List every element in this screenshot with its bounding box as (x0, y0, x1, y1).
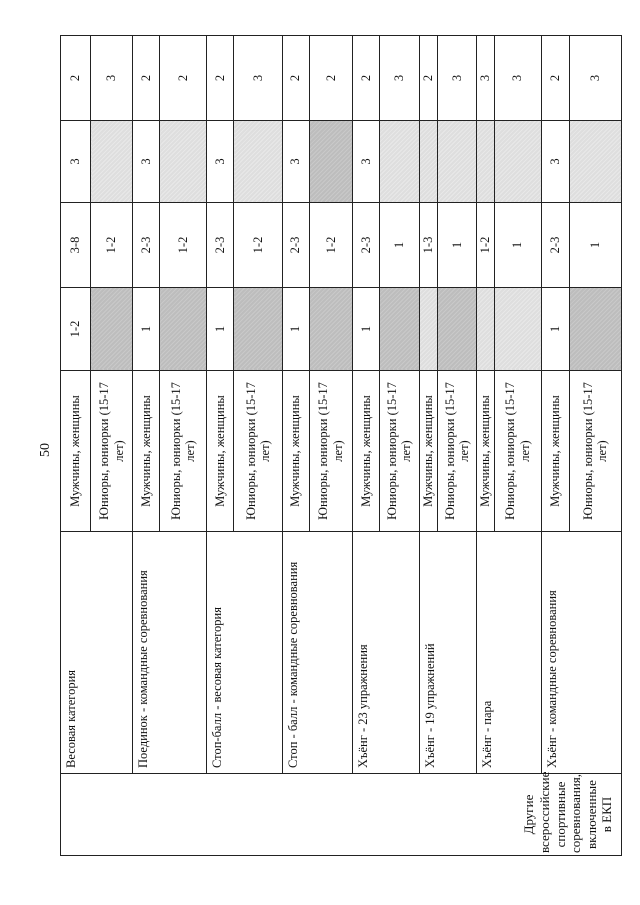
value-cell-c2: 2-3 (133, 203, 160, 288)
section-label: Хъёнг - пара (477, 532, 542, 774)
value-cell-c3 (379, 121, 419, 203)
value-cell-c2: 1-2 (309, 203, 352, 288)
value-cell-c1 (569, 288, 621, 371)
value-cell-c2: 1-2 (477, 203, 494, 288)
value-cell-c2: 1-2 (234, 203, 282, 288)
gender-cell: Юниоры, юниорки (15-17 лет) (494, 371, 541, 532)
value-cell-c4: 2 (282, 36, 309, 121)
section-label: Стоп-балл - весовая категория (207, 532, 282, 774)
section-label: Стоп - балл - командные соревнования (282, 532, 352, 774)
value-cell-c3 (160, 121, 207, 203)
value-cell-c4: 3 (477, 36, 494, 121)
value-cell-c3 (419, 121, 437, 203)
value-cell-c4: 3 (379, 36, 419, 121)
gender-cell: Юниоры, юниорки (15-17 лет) (309, 371, 352, 532)
table-row (207, 36, 234, 856)
value-cell-c1 (160, 288, 207, 371)
gender-cell: Мужчины, женщины (352, 371, 379, 532)
value-cell-c3 (494, 121, 541, 203)
table-row (419, 36, 437, 856)
gender-cell: Мужчины, женщины (207, 371, 234, 532)
value-cell-c4: 2 (133, 36, 160, 121)
value-cell-c2: 1-3 (419, 203, 437, 288)
value-cell-c3 (477, 121, 494, 203)
value-cell-c3: 3 (282, 121, 309, 203)
value-cell-c4: 3 (91, 36, 133, 121)
value-cell-c2: 1 (379, 203, 419, 288)
value-cell-c1 (379, 288, 419, 371)
value-cell-c1 (419, 288, 437, 371)
value-cell-c1 (309, 288, 352, 371)
value-cell-c3 (438, 121, 477, 203)
value-cell-c1 (91, 288, 133, 371)
value-cell-c3: 3 (352, 121, 379, 203)
value-cell-c1: 1 (282, 288, 309, 371)
gender-cell: Юниоры, юниорки (15-17 лет) (569, 371, 621, 532)
value-cell-c1 (494, 288, 541, 371)
value-cell-c3 (91, 121, 133, 203)
value-cell-c4: 2 (309, 36, 352, 121)
value-cell-c3 (569, 121, 621, 203)
value-cell-c3: 3 (207, 121, 234, 203)
gender-cell: Мужчины, женщины (61, 371, 91, 532)
value-cell-c3: 3 (61, 121, 91, 203)
section-label: Хъёнг - 19 упражнений (419, 532, 476, 774)
value-cell-c2: 3-8 (61, 203, 91, 288)
value-cell-c2: 2-3 (207, 203, 234, 288)
value-cell-c1: 1 (352, 288, 379, 371)
gender-cell: Юниоры, юниорки (15-17 лет) (91, 371, 133, 532)
group-label: Другие всероссийские спортивные соревнования, включенные в ЕКП (521, 771, 615, 853)
value-cell-c4: 3 (569, 36, 621, 121)
section-label: Хъёнг - командные соревнования (541, 532, 621, 774)
table-row (133, 36, 160, 856)
gender-cell: Мужчины, женщины (541, 371, 569, 532)
value-cell-c3: 3 (541, 121, 569, 203)
section-label: Хъёнг - 23 упражнения (352, 532, 419, 774)
value-cell-c4: 2 (419, 36, 437, 121)
table-row (61, 36, 91, 856)
value-cell-c1 (477, 288, 494, 371)
gender-cell: Юниоры, юниорки (15-17 лет) (160, 371, 207, 532)
value-cell-c1: 1 (207, 288, 234, 371)
value-cell-c4: 2 (61, 36, 91, 121)
gender-cell: Мужчины, женщины (133, 371, 160, 532)
rotated-table-container (60, 36, 622, 856)
value-cell-c4: 3 (494, 36, 541, 121)
group-label-cell (61, 771, 622, 856)
section-label: Весовая категория (61, 532, 133, 774)
value-cell-c3 (309, 121, 352, 203)
value-cell-c4: 2 (207, 36, 234, 121)
page-number: 50 (38, 443, 53, 457)
table-row (541, 36, 569, 856)
gender-cell: Юниоры, юниорки (15-17 лет) (438, 371, 477, 532)
gender-cell: Юниоры, юниорки (15-17 лет) (379, 371, 419, 532)
value-cell-c2: 1-2 (160, 203, 207, 288)
value-cell-c2: 1 (438, 203, 477, 288)
table-body (61, 36, 622, 856)
value-cell-c4: 2 (541, 36, 569, 121)
value-cell-c1: 1 (541, 288, 569, 371)
value-cell-c1 (438, 288, 477, 371)
gender-cell: Юниоры, юниорки (15-17 лет) (234, 371, 282, 532)
table-row (352, 36, 379, 856)
gender-cell: Мужчины, женщины (477, 371, 494, 532)
value-cell-c2: 1 (494, 203, 541, 288)
value-cell-c1: 1 (133, 288, 160, 371)
value-cell-c3 (234, 121, 282, 203)
value-cell-c1: 1-2 (61, 288, 91, 371)
value-cell-c2: 1 (569, 203, 621, 288)
value-cell-c4: 3 (234, 36, 282, 121)
value-cell-c1 (234, 288, 282, 371)
value-cell-c2: 2-3 (541, 203, 569, 288)
value-cell-c2: 2-3 (352, 203, 379, 288)
value-cell-c2: 1-2 (91, 203, 133, 288)
ekp-table (60, 35, 622, 856)
value-cell-c4: 3 (438, 36, 477, 121)
table-row (477, 36, 494, 856)
value-cell-c4: 2 (352, 36, 379, 121)
value-cell-c4: 2 (160, 36, 207, 121)
table-row (282, 36, 309, 856)
section-label: Поединок - командные соревнования (133, 532, 207, 774)
value-cell-c2: 2-3 (282, 203, 309, 288)
gender-cell: Мужчины, женщины (419, 371, 437, 532)
gender-cell: Мужчины, женщины (282, 371, 309, 532)
value-cell-c3: 3 (133, 121, 160, 203)
